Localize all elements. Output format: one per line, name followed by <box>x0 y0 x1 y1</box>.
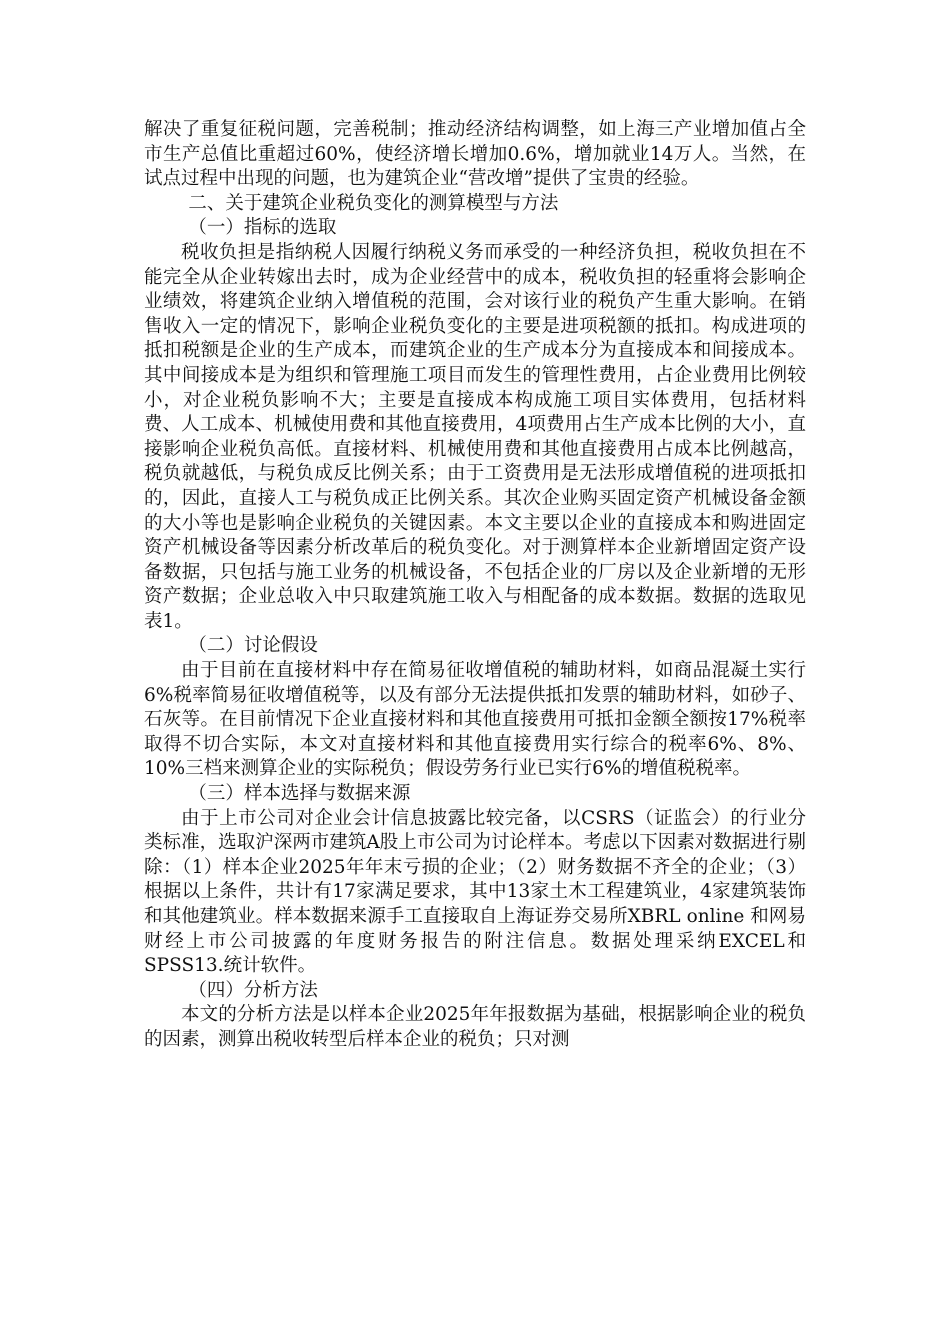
document-page <box>144 118 806 1053</box>
body-paragraph-assumptions: 由于目前在直接材料中存在简易征收增值税的辅助材料，如商品混凝土实行6%税率简易征收增值税等，以及有部分无法提供抵扣发票的辅助材料，如砂子、石灰等。在目前情况下企业直接材料和其他直接费用可抵扣金额全额按17%税率取得不切合实际，本文对直接材料和其他直接费用实行综合的税率6%、8%、10%三档来测算企业的实际税负；假设劳务行业已实行6%的增值税税率。 <box>144 660 806 780</box>
subsection-heading-indicators: （一）指标的选取 <box>188 217 337 239</box>
body-paragraph-method: 本文的分析方法是以样本企业2025年年报数据为基础，根据影响企业的税负的因素，测算出税收转型后样本企业的税负；只对测 <box>144 1004 806 1050</box>
subsection-heading-sample: （三）样本选择与数据来源 <box>188 783 411 805</box>
body-paragraph-indicators: 税收负担是指纳税人因履行纳税义务而承受的一种经济负担，税收负担在不能完全从企业转嫁出去时，成为企业经营中的成本，税收负担的轻重将会影响企业绩效，将建筑企业纳入增值税的范围，会对该行业的税负产生重大影响。在销售收入一定的情况下，影响企业税负变化的主要是进项税额的抵扣。构成进项的抵扣税额是企业的生产成本，而建筑企业的生产成本分为直接成本和间接成本。其中间接成本是为组织和管理施工项目而发生的管理性费用，占企业费用比例较小，对企业税负影响不大；主要是直接成本构成施工项目实体费用，包括材料费、人工成本、机械使用费和其他直接费用，4项费用占生产成本比例的大小，直接影响企业税负高低。直接材料、机械使用费和其他直接费用占成本比例越高，税负就越低，与税负成反比例关系；由于工资费用是无法形成增值税的进项抵扣的，因此，直接人工与税负成正比例关系。其次企业购买固定资产机械设备金额的大小等也是影响企业税负的关键因素。本文主要以企业的直接成本和购进固定资产机械设备等因素分析改革后的税负变化。对于测算样本企业新增固定资产设备数据，只包括与施工业务的机械设备，不包括企业的厂房以及企业新增的无形资产数据；企业总收入中只取建筑施工收入与相配备的成本数据。数据的选取见表1。 <box>144 241 806 632</box>
body-paragraph-sample: 由于上市公司对企业会计信息披露比较完备，以CSRS（证监会）的行业分类标准，选取沪深两市建筑A股上市公司为讨论样本。考虑以下因素对数据进行剔除：（1）样本企业2025年年末亏损的企业；（2）财务数据不齐全的企业；（3）根据以上条件，共计有17家满足要求，其中13家土木工程建筑业，4家建筑装饰和其他建筑业。样本数据来源手工直接取自上海证券交易所XBRL online 和网易财经上市公司披露的年度财务报告的附注信息。数据处理采纳EXCEL和SPSS13.统计软件。 <box>144 807 806 977</box>
subsection-heading-method: （四）分析方法 <box>188 979 318 1001</box>
section-heading: 二、关于建筑企业税负变化的测算模型与方法 <box>188 192 559 214</box>
body-paragraph-continued: 解决了重复征税问题，完善税制；推动经济结构调整，如上海三产业增加值占全市生产总值比重超过60%，使经济增长增加0.6%，增加就业14万人。当然，在试点过程中出现的问题，也为建筑企业“营改增”提供了宝贵的经验。 <box>144 119 806 190</box>
subsection-heading-assumptions: （二）讨论假设 <box>188 635 318 657</box>
